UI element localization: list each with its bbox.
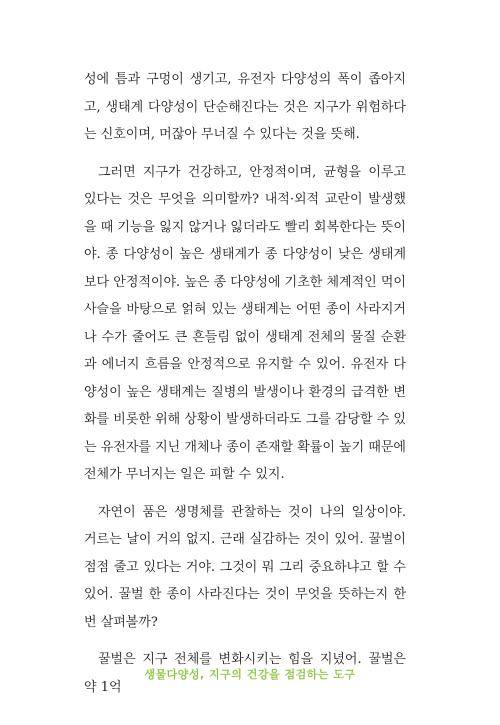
paragraph-4: 꿀벌은 지구 전체를 변화시키는 힘을 지녔어. 꿀벌은 약 1억 <box>84 652 406 695</box>
paragraph-3: 자연이 품은 생명체를 관찰하는 것이 나의 일상이야. 거르는 날이 거의 없지. 근래 실감하는 것이 있어. 꿀벌이 점점 줄고 있다는 거야. 그것이 뭐 그리 중요하냐고 할 수 있어. 꿀벌 한 종이 사라진다는 것이 무엇을 뜻하는지 한 번 살펴볼까? <box>84 504 406 630</box>
body-text <box>84 66 406 711</box>
paragraph-2: 그러면 지구가 건강하고, 안정적이며, 균형을 이루고 있다는 것은 무엇을 의미할까? 내적·외적 교란이 발생했을 때 기능을 잃지 않거나 잃더라도 빨리 회복한다는 뜻이야. 종 다양성이 높은 생태계가 종 다양성이 낮은 생태계보다 안정적이야. 높은 종 다양성에 기초한 체계적인 먹이사슬을 바탕으로 얽혀 있는 생태계는 어떤 종이 사라지거나 수가 줄어도 큰 흔들림 없이 생태계 전체의 물질 순환과 에너지 흐름을 안정적으로 유지할 수 있어. 유전자 다양성이 높은 생태계는 질병의 발생이나 환경의 급격한 변화를 비롯한 위해 상황이 발생하더라도 그를 감당할 수 있는 유전자를 지닌 개체나 종이 존재할 확률이 높기 때문에 전체가 무너지는 일은 피할 수 있지. <box>84 164 406 482</box>
running-footer-title: 생물다양성, 지구의 건강을 점검하는 도구 <box>144 668 356 681</box>
paragraph-1: 성에 틈과 구멍이 생기고, 유전자 다양성의 폭이 좁아지고, 생태계 다양성이 단순해진다는 것은 지구가 위험하다는 신호이며, 머잖아 무너질 수 있다는 것을 뜻해. <box>84 72 406 142</box>
